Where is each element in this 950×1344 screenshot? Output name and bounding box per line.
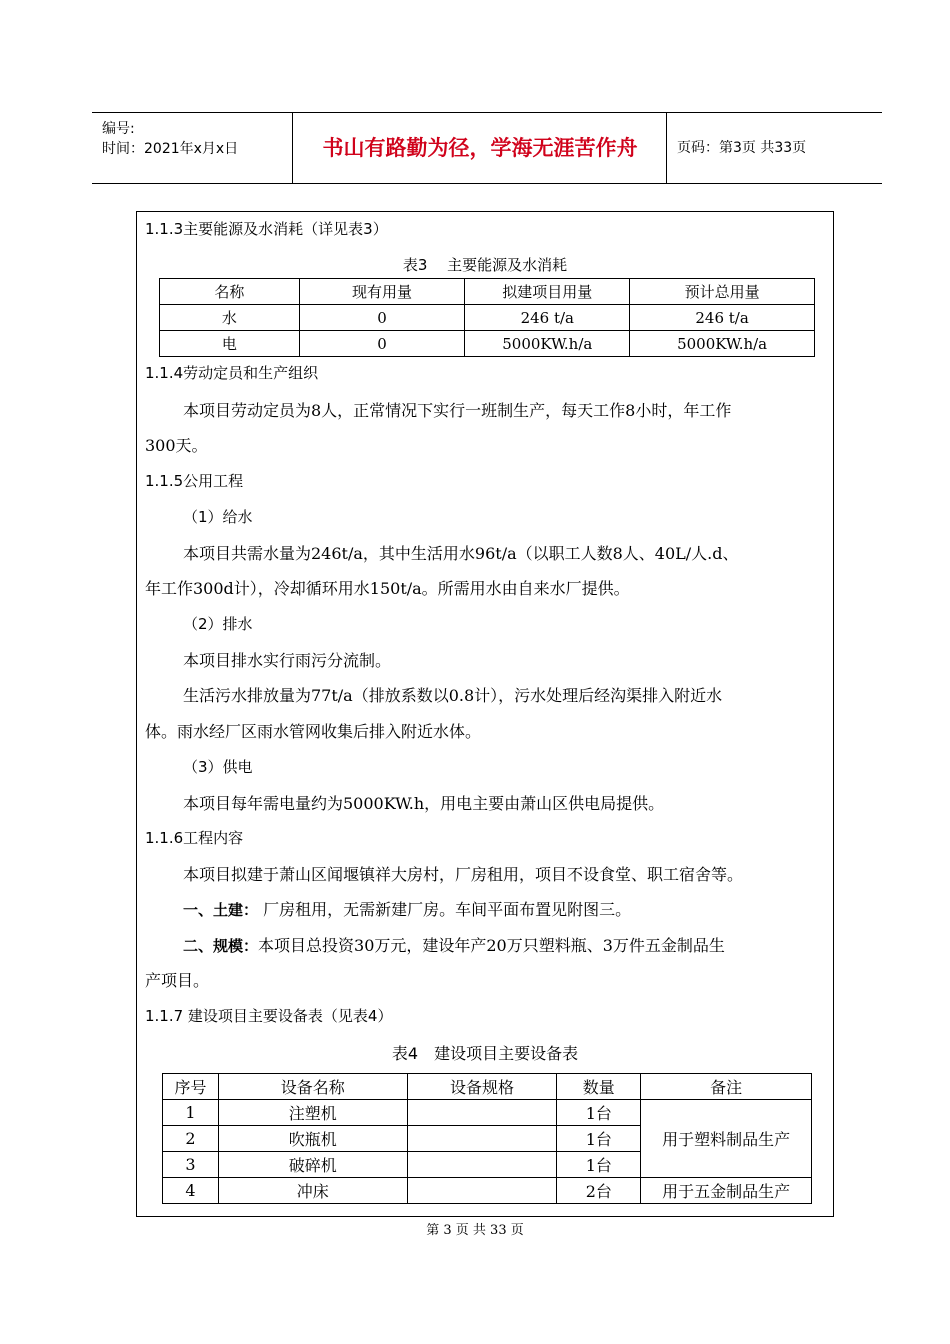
table-header-cell: 现有用量 <box>299 279 465 305</box>
table-header-cell: 数量 <box>557 1074 641 1100</box>
subheading-water-supply: （1）给水 <box>183 508 253 526</box>
header-motto: 书山有路勤为径，学海无涯苦作舟 <box>322 136 638 160</box>
table-cell: 2 <box>163 1126 219 1152</box>
table-cell: 0 <box>299 331 465 357</box>
table-cell <box>407 1178 557 1204</box>
paragraph-drainage-2-line2: 体。雨水经厂区雨水管网收集后排入附近水体。 <box>145 722 482 741</box>
table-header-cell: 拟建项目用量 <box>465 279 630 305</box>
document-frame <box>136 211 834 1217</box>
table-header-cell: 名称 <box>160 279 300 305</box>
table3-caption: 表3 主要能源及水消耗 <box>402 256 568 274</box>
paragraph-scale-line2: 产项目。 <box>145 971 210 990</box>
subheading-drainage: （2）排水 <box>183 615 253 633</box>
table-cell: 0 <box>299 305 465 331</box>
table-cell: 1台 <box>557 1152 641 1178</box>
paragraph-staffing-line1: 本项目劳动定员为8人，正常情况下实行一班制生产，每天工作8小时，年工作 <box>183 401 732 420</box>
table-row <box>163 1178 812 1204</box>
table-cell: 破碎机 <box>218 1152 407 1178</box>
table-cell <box>407 1152 557 1178</box>
paragraph-water-line2: 年工作300d计），冷却循环用水150t/a。所需用水由自来水厂提供。 <box>145 579 630 598</box>
table-cell: 4 <box>163 1178 219 1204</box>
table-cell: 电 <box>160 331 300 357</box>
header-number: 编号: <box>102 121 135 137</box>
table-cell: 吹瓶机 <box>218 1126 407 1152</box>
table4 <box>162 1073 812 1204</box>
subheading-power-supply: （3）供电 <box>183 758 253 776</box>
page-header <box>92 112 882 184</box>
label-scale: 二、规模： <box>183 937 259 955</box>
paragraph-project-location: 本项目拟建于萧山区闻堰镇祥大房村，厂房租用，项目不设食堂、职工宿舍等。 <box>183 865 744 884</box>
table-header-cell: 备注 <box>641 1074 812 1100</box>
header-time: 时间：2021年x月x日 <box>102 141 239 157</box>
table-row <box>160 305 815 331</box>
header-meta <box>102 119 238 159</box>
page-footer: 第 3 页 共 33 页 <box>426 1223 524 1238</box>
table-cell: 2台 <box>557 1178 641 1204</box>
table-cell: 1 <box>163 1100 219 1126</box>
section-heading-1-1-3: 1.1.3主要能源及水消耗（详见表3） <box>145 220 388 238</box>
table-header-cell: 设备名称 <box>218 1074 407 1100</box>
table-cell: 3 <box>163 1152 219 1178</box>
paragraph-drainage-2-line1: 生活污水排放量为77t/a（排放系数以0.8计），污水处理后经沟渠排入附近水 <box>183 686 723 705</box>
paragraph-drainage-1: 本项目排水实行雨污分流制。 <box>183 651 392 670</box>
table-cell: 冲床 <box>218 1178 407 1204</box>
table-cell: 1台 <box>557 1126 641 1152</box>
table-cell: 注塑机 <box>218 1100 407 1126</box>
table-header-cell: 序号 <box>163 1074 219 1100</box>
header-divider <box>292 113 293 183</box>
table-row <box>163 1100 812 1126</box>
text-construction: 厂房租用，无需新建厂房。车间平面布置见附图三。 <box>258 900 632 919</box>
table-cell: 5000KW.h/a <box>630 331 815 357</box>
table-row <box>160 331 815 357</box>
table-cell: 246 t/a <box>630 305 815 331</box>
paragraph-scale-line1 <box>183 933 725 956</box>
table-header-cell: 设备规格 <box>407 1074 557 1100</box>
section-heading-1-1-5: 1.1.5公用工程 <box>145 472 244 490</box>
table-header-row <box>160 279 815 305</box>
paragraph-staffing-line2: 300天。 <box>145 436 208 455</box>
header-divider <box>666 113 667 183</box>
table-cell: 5000KW.h/a <box>465 331 630 357</box>
section-heading-1-1-7: 1.1.7 建设项目主要设备表（见表4） <box>145 1007 393 1025</box>
section-heading-1-1-6: 1.1.6工程内容 <box>145 829 244 847</box>
paragraph-construction <box>183 897 631 920</box>
table-cell: 246 t/a <box>465 305 630 331</box>
table-header-cell: 预计总用量 <box>630 279 815 305</box>
paragraph-water-line1: 本项目共需水量为246t/a，其中生活用水96t/a（以职工人数8人、40L/人.d、 <box>183 544 739 563</box>
header-page-number: 页码：第3页 共33页 <box>677 140 807 156</box>
table-cell-note: 用于塑料制品生产 <box>641 1100 812 1178</box>
table-cell-note: 用于五金制品生产 <box>641 1178 812 1204</box>
table4-caption: 表4 建设项目主要设备表 <box>391 1044 579 1063</box>
table-cell <box>407 1126 557 1152</box>
table3 <box>159 278 815 357</box>
label-construction: 一、土建： <box>183 901 259 919</box>
table-cell <box>407 1100 557 1126</box>
paragraph-power: 本项目每年需电量约为5000KW.h，用电主要由萧山区供电局提供。 <box>183 794 665 813</box>
text-scale: 本项目总投资30万元，建设年产20万只塑料瓶、3万件五金制品生 <box>258 936 725 955</box>
table-cell: 1台 <box>557 1100 641 1126</box>
table-cell: 水 <box>160 305 300 331</box>
table-header-row <box>163 1074 812 1100</box>
section-heading-1-1-4: 1.1.4劳动定员和生产组织 <box>145 364 319 382</box>
